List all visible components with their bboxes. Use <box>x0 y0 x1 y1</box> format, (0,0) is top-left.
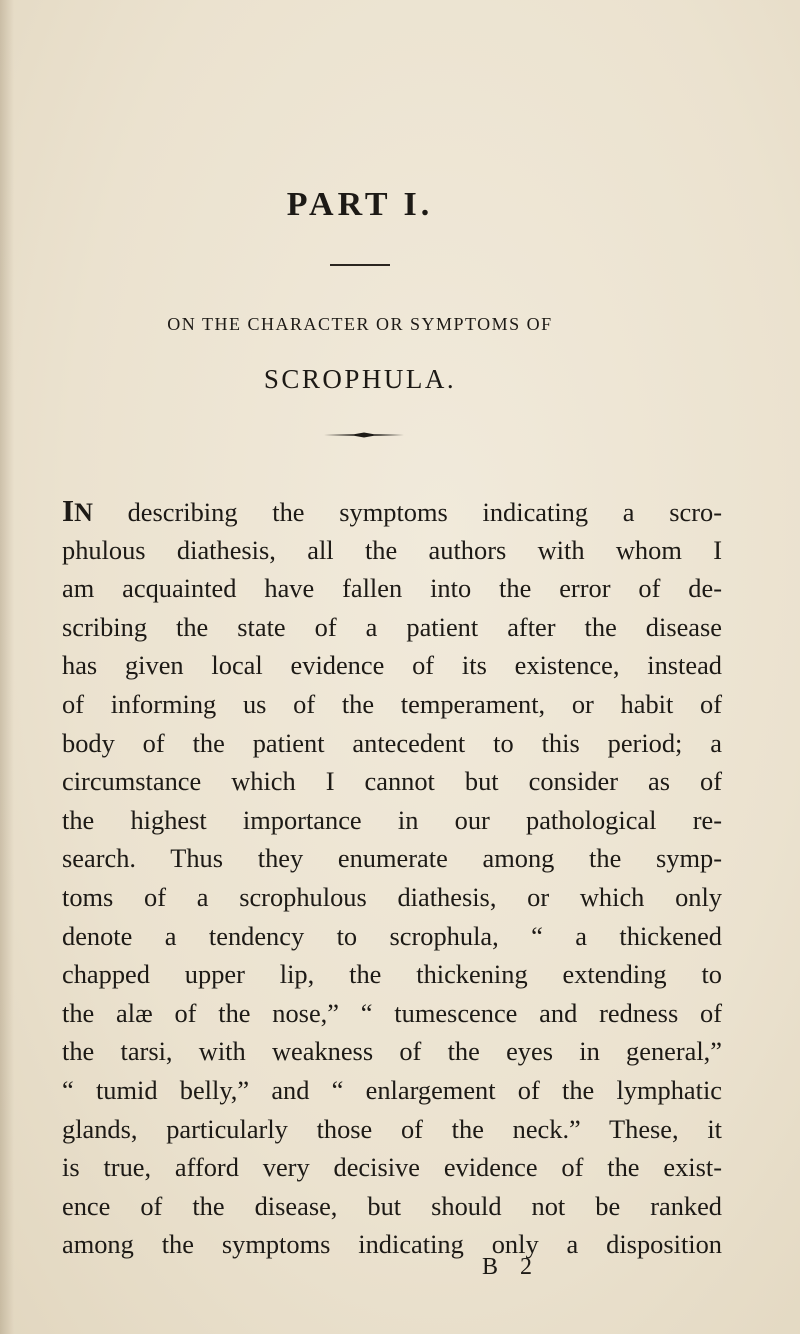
text-line: among the symptoms indicating only a disposition <box>62 1229 722 1260</box>
section-subtitle: ON THE CHARACTER OR SYMPTOMS OF <box>167 314 553 334</box>
text-line: search. Thus they enumerate among the symp- <box>62 843 722 874</box>
text-line: “ tumid belly,” and “ enlargement of the lymphatic <box>62 1074 722 1105</box>
text-line: the tarsi, with weakness of the eyes in general,” <box>62 1036 722 1067</box>
drop-initial: I <box>62 493 75 528</box>
text-line: ence of the disease, but should not be ranked <box>62 1190 722 1221</box>
text-line: of informing us of the temperament, or habit of <box>62 688 722 719</box>
text-line: toms of a scrophulous diathesis, or which only <box>62 881 722 912</box>
line-text: describing the symptoms indicating a scro- <box>92 497 722 527</box>
text-line: chapped upper lip, the thickening extending to <box>62 959 722 990</box>
text-line: scribing the state of a patient after the disease <box>62 611 722 642</box>
body-paragraph <box>62 492 722 1264</box>
text-line: phulous diathesis, all the authors with whom I <box>62 534 722 565</box>
part-title: PART I. <box>286 186 434 223</box>
divider-rule <box>330 264 390 266</box>
text-line: is true, afford very decisive evidence of the exist- <box>62 1152 722 1183</box>
text-line: am acquainted have fallen into the error of de- <box>62 573 722 604</box>
text-line: the highest importance in our pathological re- <box>62 804 722 835</box>
text-line <box>62 492 722 531</box>
ornament-rule-icon <box>324 432 404 438</box>
section-heading: SCROPHULA. <box>263 364 457 394</box>
text-line: glands, particularly those of the neck.” These, it <box>62 1113 722 1144</box>
text-line: circumstance which I cannot but consider as of <box>62 766 722 797</box>
text-line: the alæ of the nose,” “ tumescence and redness of <box>62 997 722 1028</box>
text-line: denote a tendency to scrophula, “ a thickened <box>62 920 722 951</box>
text-line: body of the patient antecedent to this period; a <box>62 727 722 758</box>
signature-mark: B 2 <box>482 1254 541 1280</box>
smallcaps-letter: N <box>74 498 93 527</box>
text-line: has given local evidence of its existence, instead <box>62 650 722 681</box>
